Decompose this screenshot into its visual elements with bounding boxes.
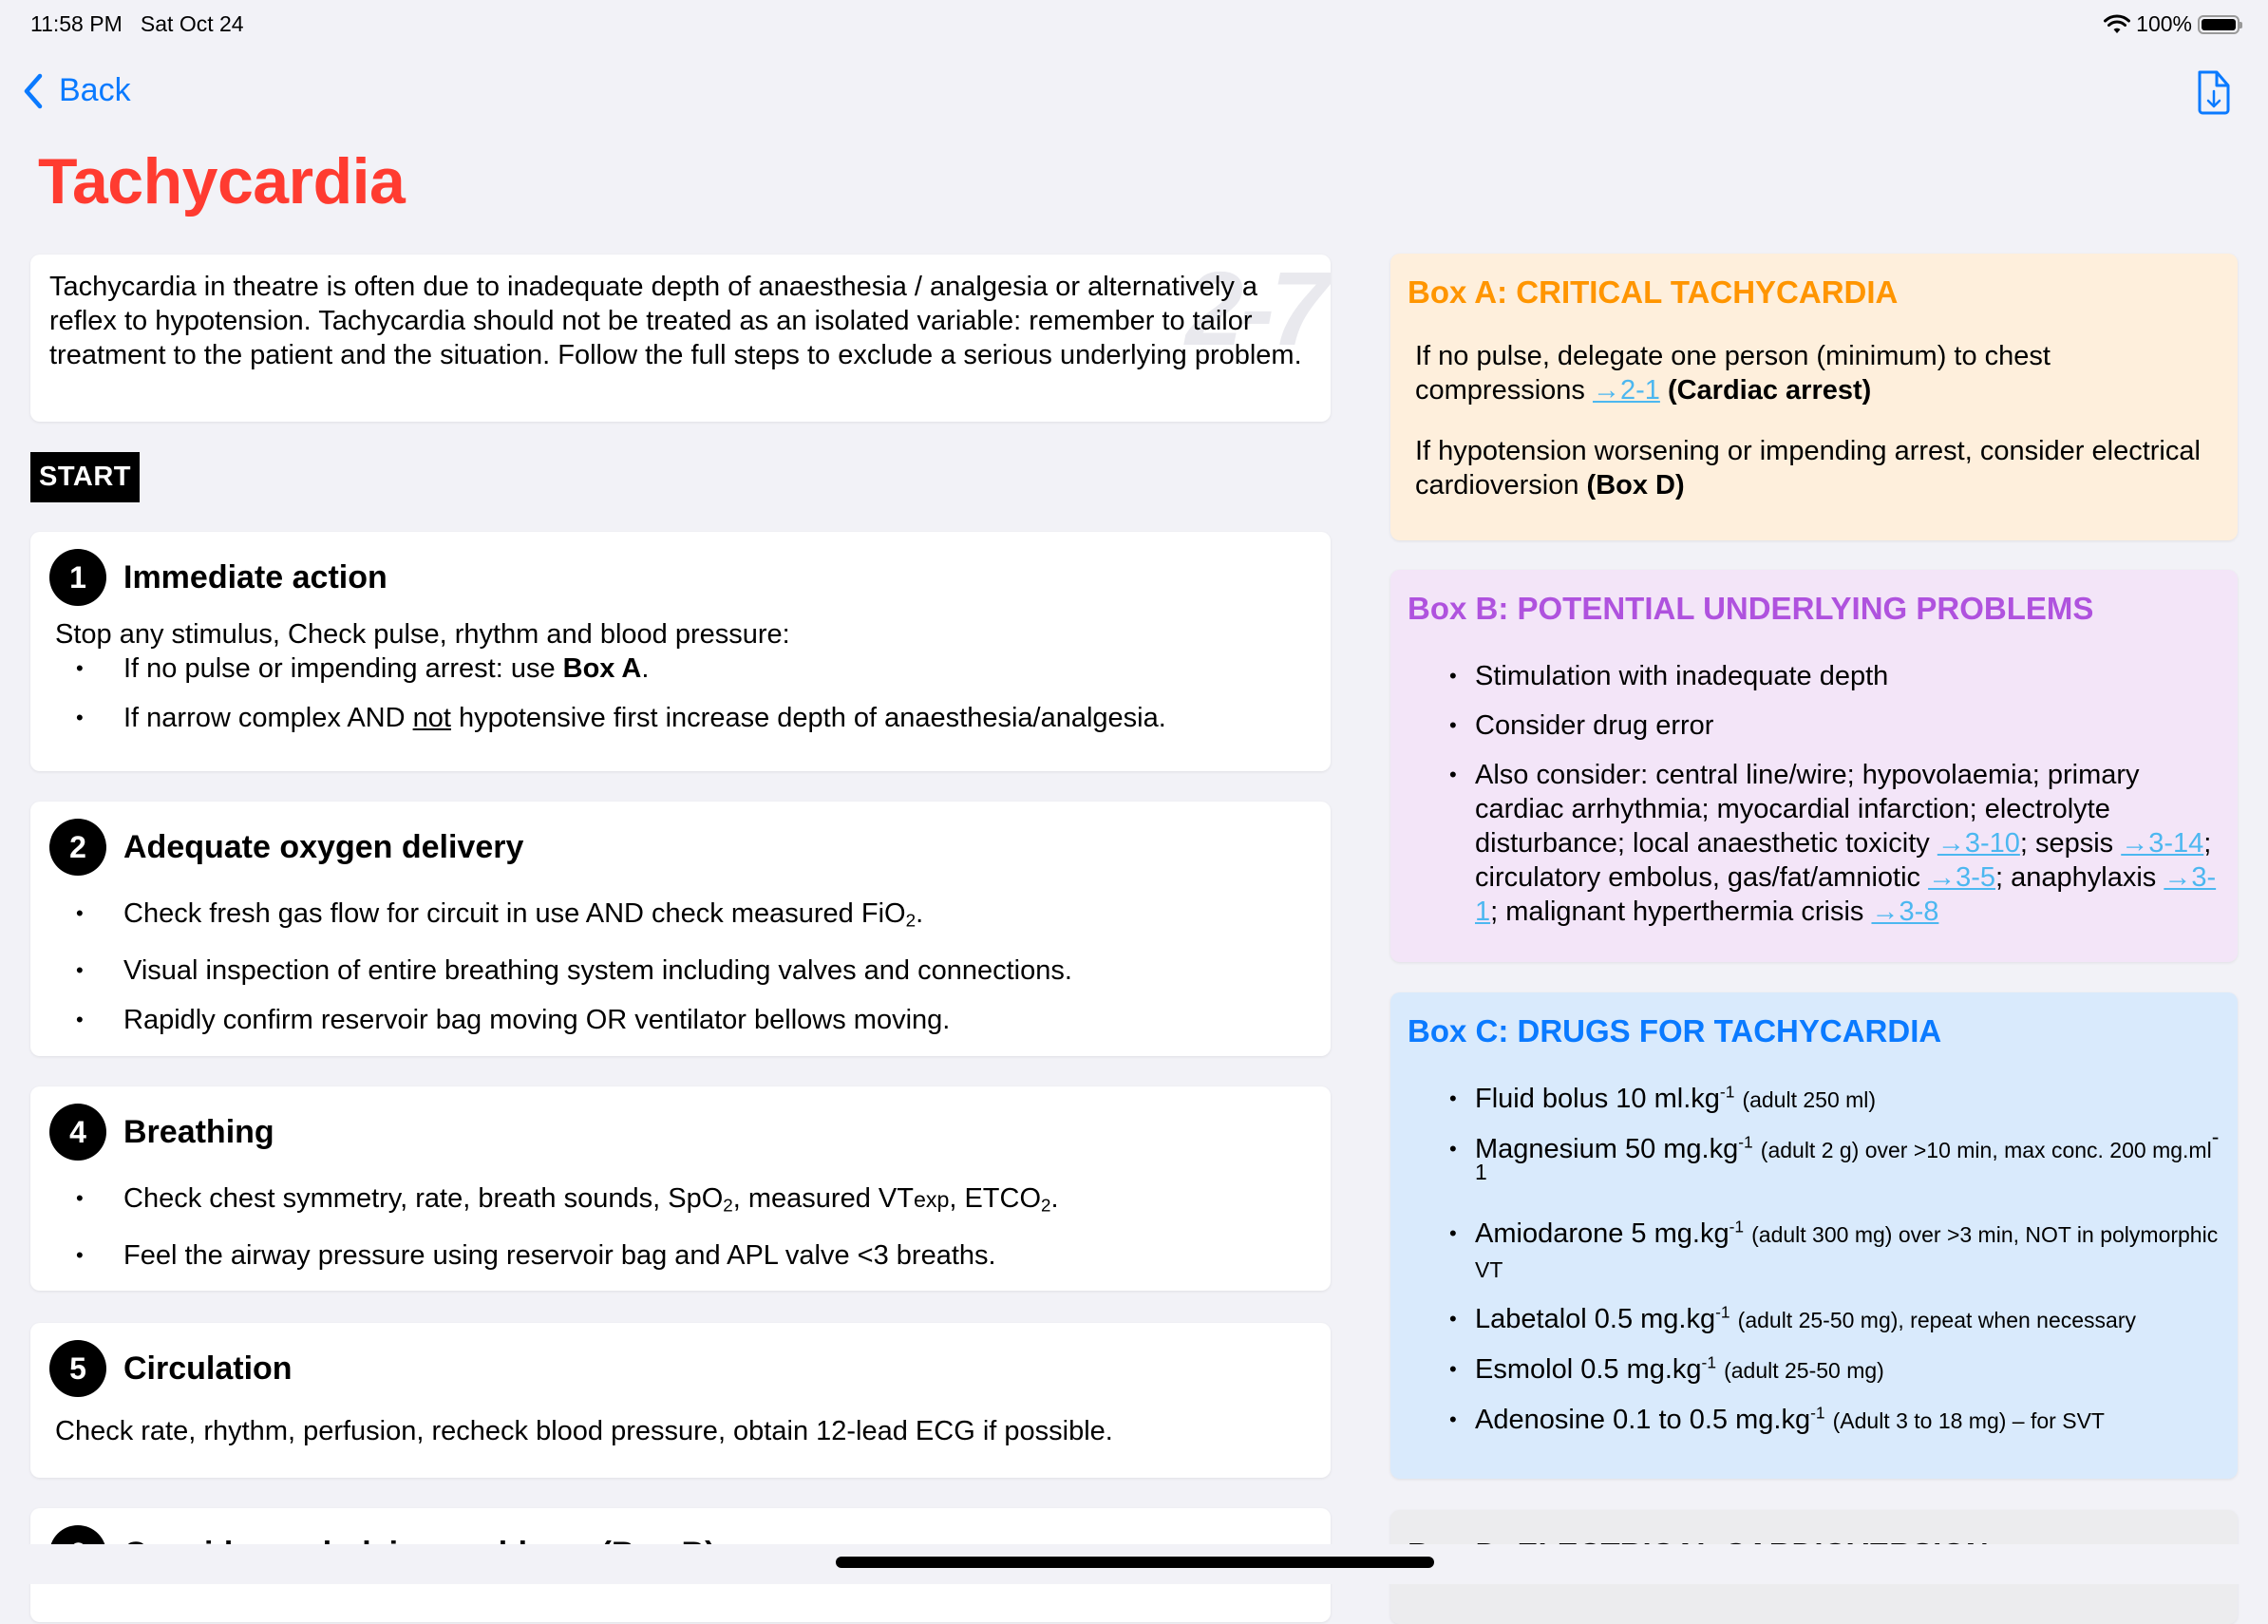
box-c-drugs [1390,992,2238,1479]
box-a-critical-tachycardia [1390,254,2238,540]
adult-dose-note: (adult 2 g) over >10 min, max conc. 200 mg.ml [1760,1138,2212,1162]
link-3-8[interactable]: →3-8 [1871,897,1939,927]
list-item: • If no pulse or impending arrest: use Box A. [55,651,1312,686]
list-item: • Also consider: central line/wire; hypovolaemia; primary cardiac arrhythmia; myocardial infarction; electrolyte disturbance; local anaesthetic toxicity →3-10; sepsis →3-14; circulatory embolus, gas/fat/amniotic →3-5; anaphylaxis →3-1; malignant hyperthermia crisis →3-8 [1408,758,2221,929]
box-a-reference: Box A [562,653,642,684]
wifi-icon [2104,14,2130,35]
chevron-left-icon [23,73,44,109]
step-title: Breathing [123,1113,274,1150]
step-lead: Check rate, rhythm, perfusion, recheck blood pressure, obtain 12-lead ECG if possible. [55,1416,1113,1446]
link-2-1[interactable]: →2-1 [1592,375,1660,406]
step-card-1 [30,532,1331,771]
intro-text: Tachycardia in theatre is often due to inadequate depth of anaesthesia / analgesia or alternatively a reflex to hypotension. Tachycardia should not be treated as an isolated variable: remember to tailor treatment to the patient and the situation. Follow the full steps to exclude a serious underlying problem. [49,272,1302,370]
export-pdf-button[interactable] [2196,68,2232,121]
drug-list-item: • Adenosine 0.1 to 0.5 $mg.kg^{-1}$ (Adult 3 to 18 mg) – for SVT [1408,1403,2221,1438]
drug-list-item: • Esmolol 0.5 $mg.kg^{-1}$ (adult 25-50 mg) [1408,1352,2221,1388]
adult-dose-note: (Adult 3 to 18 mg) – for SVT [1832,1408,2105,1433]
step-title: Circulation [123,1350,293,1387]
back-label: Back [59,72,131,108]
step-title: Adequate oxygen delivery [123,828,524,865]
step-card-5 [30,1323,1331,1478]
list-item: • Check fresh gas flow for circuit in use AND check measured FiO$_2$. [55,897,1312,938]
adult-dose-note: (adult 25-50 mg) [1724,1358,1884,1383]
step-number-badge: 2 [49,819,106,876]
box-title: Box B: POTENTIAL UNDERLYING PROBLEMS [1408,591,2094,626]
drug-list-item: • Labetalol 0.5 $mg.kg^{-1}$ (adult 25-50 mg), repeat when necessary [1408,1302,2221,1337]
list-item: • If narrow complex AND not hypotensive first increase depth of anaesthesia/analgesia. [55,701,1312,735]
adult-dose-note: (adult 300 mg) over >3 min, NOT in polymorphic VT [1475,1222,2219,1282]
section-number-watermark: 2-7 [1185,255,1325,368]
back-button[interactable] [23,72,131,109]
home-indicator[interactable] [836,1557,1434,1568]
step-number-badge: 5 [49,1340,106,1397]
step-title: Immediate action [123,558,387,595]
adult-dose-note: (adult 250 ml) [1742,1087,1877,1112]
box-paragraph: If hypotension worsening or impending arrest, consider electrical cardioversion (Box D) [1415,436,2201,500]
list-item: • Check chest symmetry, rate, breath sounds, SpO$_2$, measured VTexp, $ETCO_2$. [55,1181,1312,1223]
drug-list-item: • Fluid bolus 10 $ml.kg^{-1}$ (adult 250 ml) [1408,1082,2221,1117]
step-card-4 [30,1086,1331,1291]
start-badge: START [30,452,140,502]
box-b-underlying-problems [1390,570,2238,962]
step-card-2 [30,802,1331,1056]
link-3-5[interactable]: →3-5 [1928,862,1996,893]
page-title: Tachycardia [38,145,406,217]
step-number-badge: 4 [49,1104,106,1161]
list-item: • Visual inspection of entire breathing system including valves and connections. [55,954,1312,988]
document-download-icon [2196,68,2232,116]
list-item: • Feel the airway pressure using reservoir bag and APL valve <3 breaths. [55,1238,1312,1273]
status-date: Sat Oct 24 [140,11,244,36]
status-time: 11:58 PM Sat Oct 24 [30,11,244,36]
drug-list-item: • Magnesium 50 $mg.kg^{-1}$ (adult 2 g) over >10 min, max conc. 200 mg.ml$^{-1}$ [1408,1132,2221,1201]
status-bar [30,8,2240,36]
link-3-14[interactable]: →3-14 [2121,828,2204,859]
box-paragraph: If no pulse, delegate one person (minimum) to chest compressions →2-1 (Cardiac arrest) [1415,341,2051,406]
adult-dose-note: (adult 25-50 mg), repeat when necessary [1737,1308,2136,1332]
battery-level [2202,19,2236,30]
list-item: • Consider drug error [1408,708,2221,743]
battery-icon [2198,15,2240,34]
intro-card [30,255,1331,422]
box-title: Box A: CRITICAL TACHYCARDIA [1408,274,1899,310]
step-lead: Stop any stimulus, Check pulse, rhythm and blood pressure: [55,619,790,650]
battery-percent: 100% [2136,11,2192,36]
list-item: • Rapidly confirm reservoir bag moving OR ventilator bellows moving. [55,1003,1312,1037]
step-number-badge: 1 [49,549,106,606]
drug-list-item: • Amiodarone 5 $mg.kg^{-1}$ (adult 300 mg) over >3 min, NOT in polymorphic VT [1408,1217,2221,1287]
box-title: Box C: DRUGS FOR TACHYCARDIA [1408,1013,1942,1048]
list-item: • Stimulation with inadequate depth [1408,659,2221,693]
link-3-10[interactable]: →3-10 [1937,828,2020,859]
link-3-1[interactable]: →3-1 [1475,862,2217,927]
